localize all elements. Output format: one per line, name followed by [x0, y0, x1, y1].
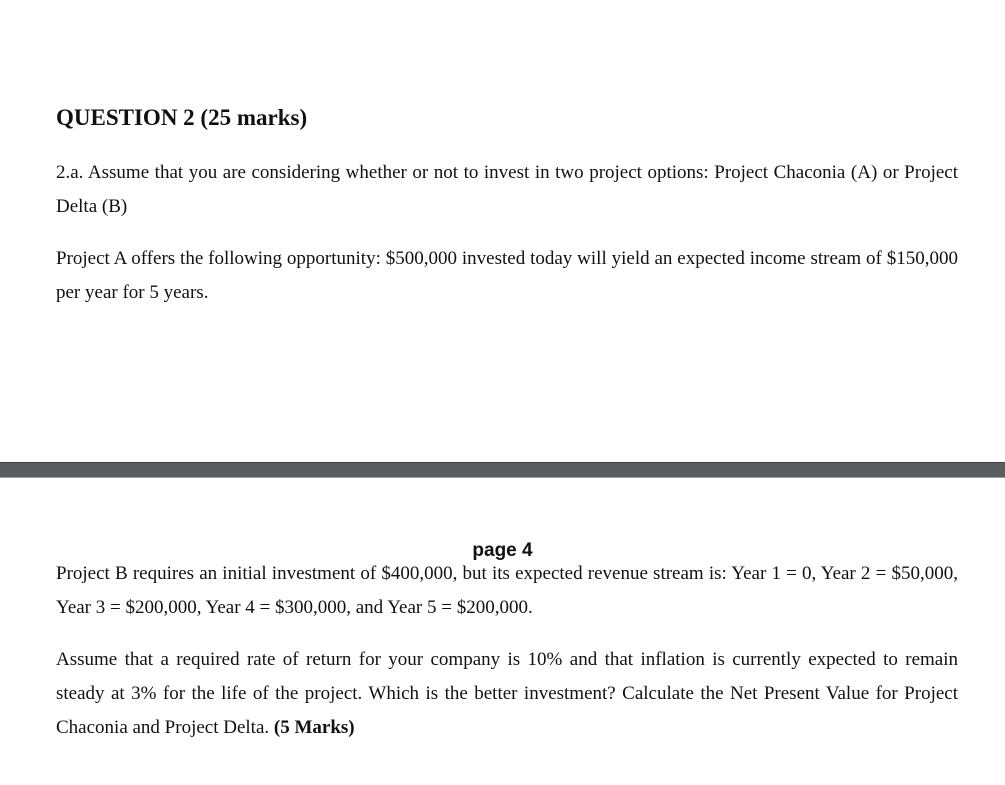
- intro-paragraph: 2.a. Assume that you are considering whether or not to invest in two project options: Project Chaconia (A) or Project Delta (B): [56, 162, 958, 217]
- task-marks: (5 Marks): [273, 717, 355, 738]
- page-separator: [0, 462, 1005, 478]
- question-heading: QUESTION 2 (25 marks): [56, 105, 308, 130]
- task-text: Assume that a required rate of return for your company is 10% and that inflation is currently expected to remain steady at 3% for the life of the project. Which is the better investment? Calculate the Net Present Value for Project Chaconia and Project Delta.: [56, 649, 958, 738]
- project-a-paragraph: Project A offers the following opportunity: $500,000 invested today will yield an expected income stream of $150,000 per year for 5 years.: [56, 248, 958, 303]
- project-b-paragraph: Project B requires an initial investment of $400,000, but its expected revenue stream is: Year 1 = 0, Year 2 = $50,000, Year 3 = $200,000, Year 4 = $300,000, and Year 5 = $200,000.: [56, 563, 958, 618]
- page-number-label: page 4: [472, 540, 533, 561]
- task-paragraph: [56, 643, 958, 745]
